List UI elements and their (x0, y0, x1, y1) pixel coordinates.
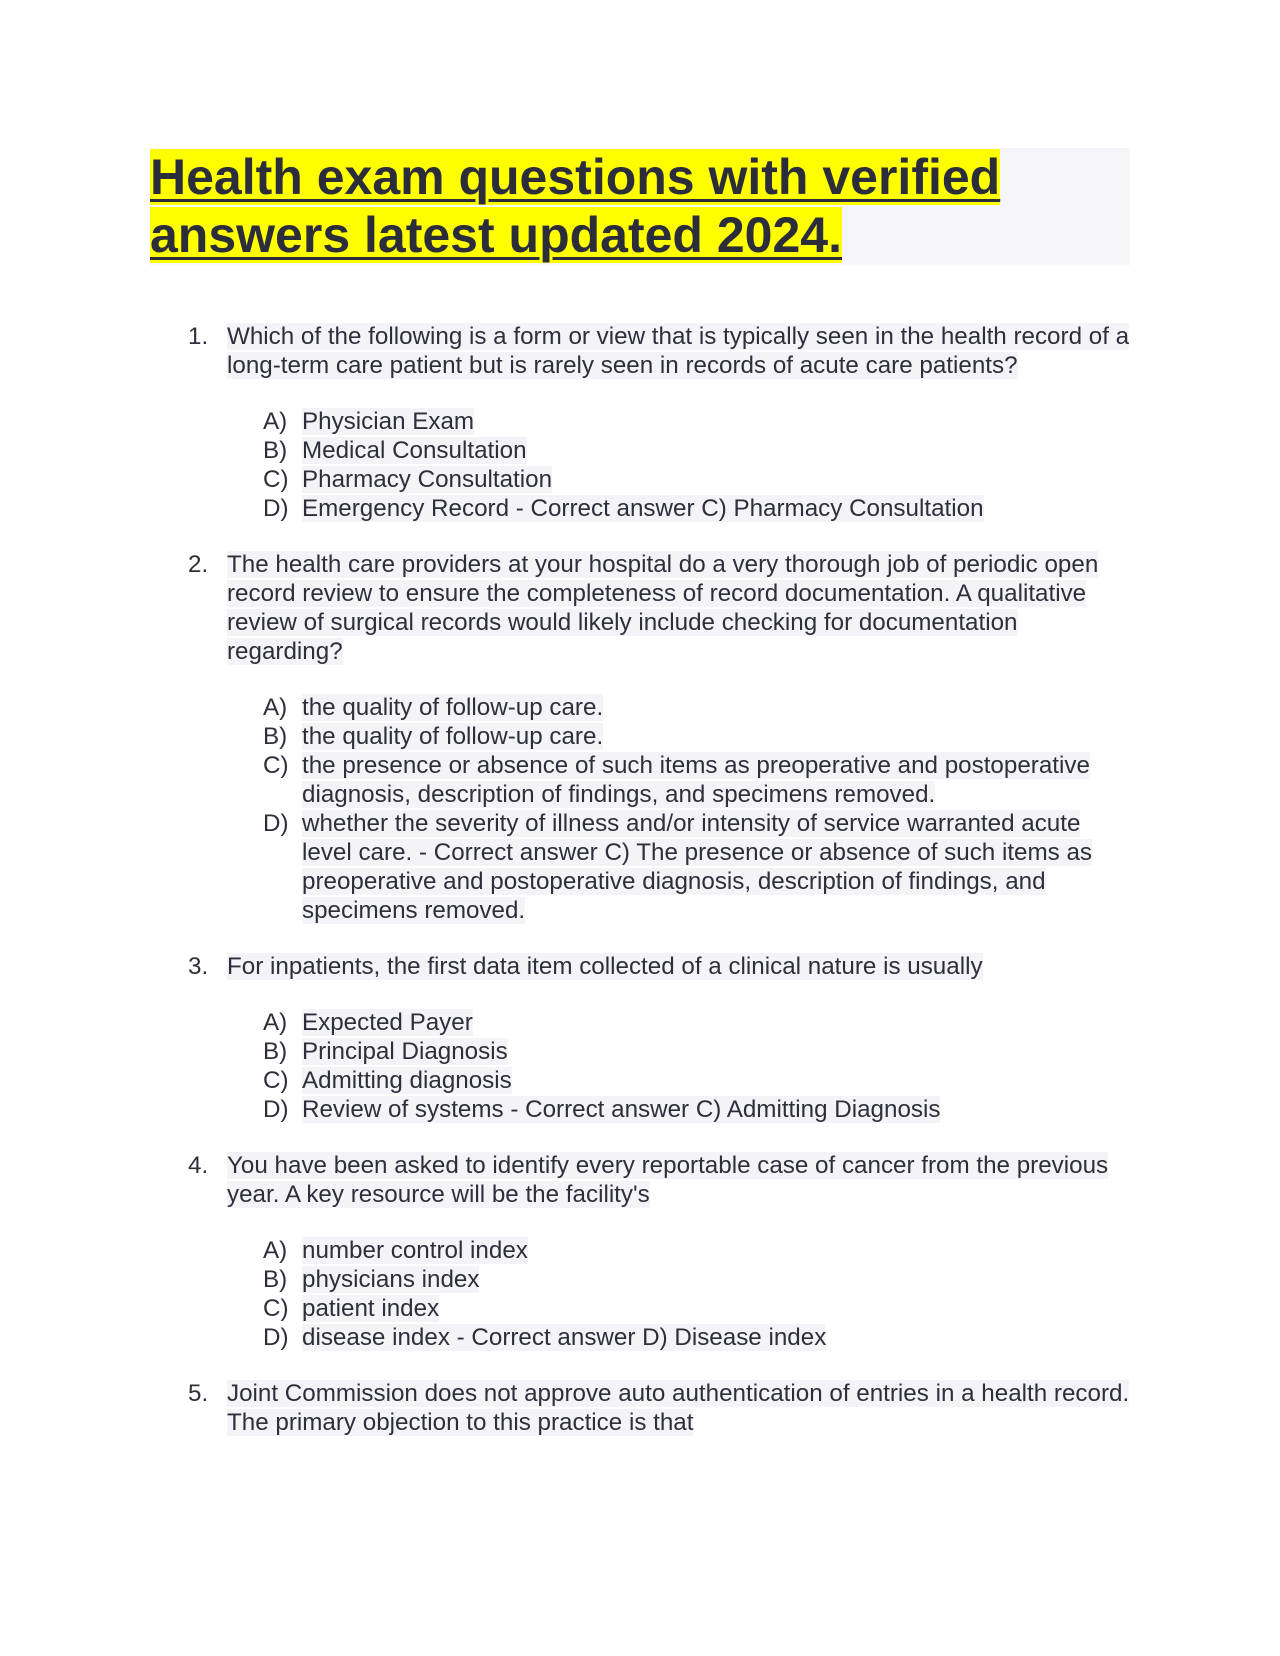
option-item (263, 407, 1130, 436)
option-item (263, 1008, 1130, 1037)
question-number: 3. (188, 953, 209, 980)
option-text: physicians index (302, 1266, 480, 1293)
question-text: You have been asked to identify every reportable case of cancer from the previous year. A key resource will be the facility's (227, 1152, 1109, 1208)
option-item (263, 751, 1130, 809)
question-list (150, 322, 1130, 1437)
option-text: the presence or absence of such items as preoperative and postoperative diagnosis, description of findings, and specimens removed. (302, 752, 1090, 808)
question-text: Joint Commission does not approve auto authentication of entries in a health record. The primary objection to this practice is that (227, 1380, 1130, 1436)
option-letter: D) (263, 495, 289, 522)
option-list (227, 1008, 1130, 1124)
option-item (263, 494, 1130, 523)
question-text: Which of the following is a form or view that is typically seen in the health record of a long-term care patient but is rarely seen in records of acute care patients? (227, 323, 1130, 379)
option-letter: B) (263, 1266, 288, 1293)
option-text: Medical Consultation (302, 437, 527, 464)
option-letter: C) (263, 1067, 289, 1094)
option-letter: C) (263, 1295, 289, 1322)
option-item (263, 693, 1130, 722)
question-number: 2. (188, 551, 209, 578)
option-list (227, 1236, 1130, 1352)
option-text: Expected Payer (302, 1009, 473, 1036)
option-item (263, 1066, 1130, 1095)
question-text: The health care providers at your hospital do a very thorough job of periodic open record review to ensure the completeness of record documentation. A qualitative review of surgical records would likely include checking for documentation regarding? (227, 551, 1099, 665)
option-item (263, 1236, 1130, 1265)
title-block (150, 148, 1130, 265)
question-number: 1. (188, 323, 209, 350)
option-list (227, 407, 1130, 523)
option-item (263, 722, 1130, 751)
question-item (150, 1151, 1130, 1352)
option-text: Emergency Record - Correct answer C) Pharmacy Consultation (302, 495, 984, 522)
option-letter: B) (263, 723, 288, 750)
document-title (150, 148, 1130, 264)
option-letter: B) (263, 437, 288, 464)
option-letter: D) (263, 1096, 289, 1123)
option-text: Review of systems - Correct answer C) Admitting Diagnosis (302, 1096, 941, 1123)
option-item (263, 1323, 1130, 1352)
question-number: 5. (188, 1380, 209, 1407)
option-text: the quality of follow-up care. (302, 723, 604, 750)
option-text: Admitting diagnosis (302, 1067, 512, 1094)
option-letter: B) (263, 1038, 288, 1065)
question-text: For inpatients, the first data item collected of a clinical nature is usually (227, 953, 983, 980)
option-letter: A) (263, 408, 288, 435)
option-letter: A) (263, 1009, 288, 1036)
option-letter: A) (263, 1237, 288, 1264)
option-item (263, 809, 1130, 925)
question-number: 4. (188, 1152, 209, 1179)
option-item (263, 1294, 1130, 1323)
option-letter: D) (263, 1324, 289, 1351)
option-item (263, 1095, 1130, 1124)
option-text: Physician Exam (302, 408, 475, 435)
option-letter: D) (263, 810, 289, 837)
option-item (263, 436, 1130, 465)
question-item (150, 322, 1130, 523)
option-text: Principal Diagnosis (302, 1038, 508, 1065)
option-text: patient index (302, 1295, 440, 1322)
option-letter: C) (263, 466, 289, 493)
option-text: whether the severity of illness and/or intensity of service warranted acute level care. - Correct answer C) The presence or absence of such items as preoperative and postoperative diagnosis, description of findings, and specimens removed. (302, 810, 1093, 924)
option-text: the quality of follow-up care. (302, 694, 604, 721)
option-item (263, 1265, 1130, 1294)
question-item (150, 952, 1130, 1124)
option-item (263, 1037, 1130, 1066)
option-text: disease index - Correct answer D) Disease index (302, 1324, 827, 1351)
option-item (263, 465, 1130, 494)
option-text: number control index (302, 1237, 528, 1264)
option-text: Pharmacy Consultation (302, 466, 553, 493)
option-list (227, 693, 1130, 925)
option-letter: A) (263, 694, 288, 721)
question-item (150, 1379, 1130, 1437)
option-letter: C) (263, 752, 289, 779)
question-item (150, 550, 1130, 925)
title-highlight: Health exam questions with verified answers latest updated 2024. (150, 149, 1001, 263)
